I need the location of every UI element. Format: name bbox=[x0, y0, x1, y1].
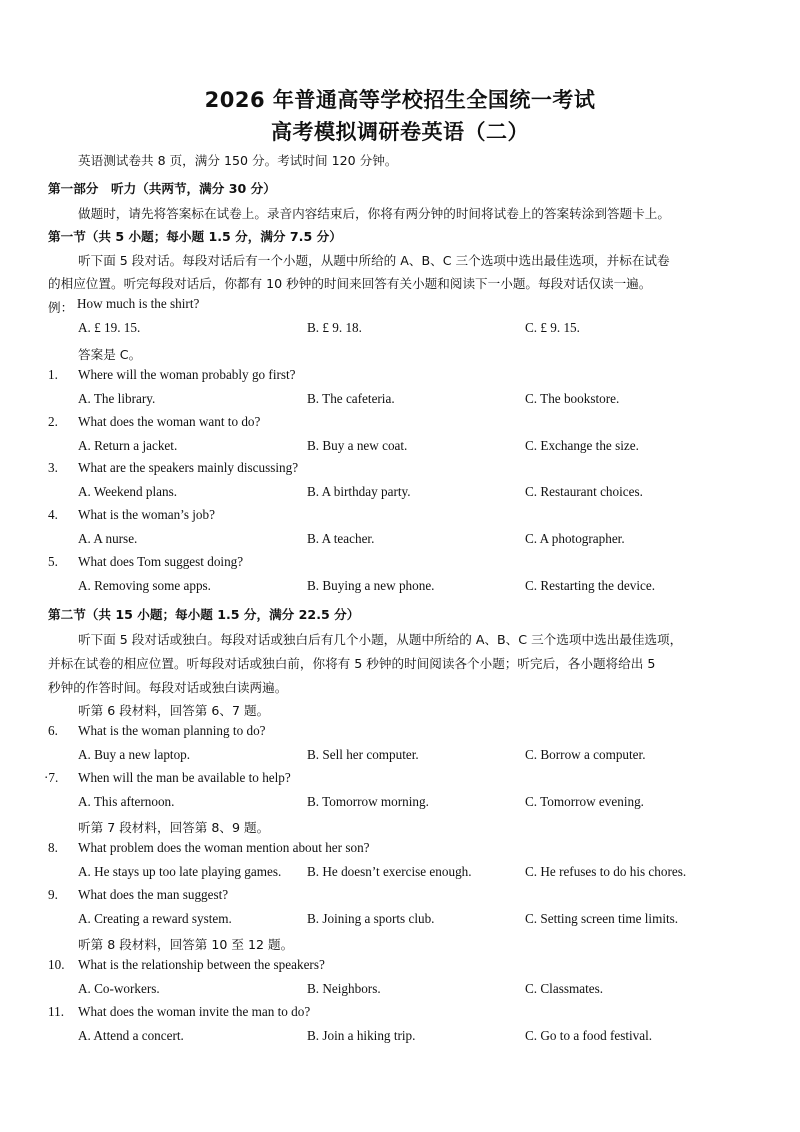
question-number: 6. bbox=[48, 723, 58, 738]
exam-title: 2026 年普通高等学校招生全国统一考试 bbox=[204, 88, 596, 112]
section1-instruction: 听下面 5 段对话。每段对话后有一个小题，从题中所给的 A、B、C 三个选项中选出最佳选项，并标在试卷 bbox=[78, 253, 670, 268]
option-a: A. Removing some apps. bbox=[78, 578, 211, 593]
option-a: A. This afternoon. bbox=[78, 794, 175, 809]
question-text: Where will the woman probably go first? bbox=[78, 367, 296, 382]
option-c: C. Restarting the device. bbox=[525, 578, 656, 593]
option-c: C. Classmates. bbox=[525, 981, 604, 996]
option-a: A. The library. bbox=[78, 391, 156, 406]
example-option-c: C. £ 9. 15. bbox=[525, 320, 580, 335]
question-text: When will the man be available to help? bbox=[78, 770, 291, 785]
question-text: What are the speakers mainly discussing? bbox=[78, 460, 299, 475]
material-8-note: 听第 8 段材料，回答第 10 至 12 题。 bbox=[78, 937, 294, 952]
option-a: A. Co-workers. bbox=[78, 981, 160, 996]
question-text: What is the relationship between the speakers? bbox=[78, 957, 325, 972]
question-number: 9. bbox=[48, 887, 58, 902]
question-text: What is the woman planning to do? bbox=[78, 723, 266, 738]
exam-info: 英语测试卷共 8 页，满分 150 分。考试时间 120 分钟。 bbox=[78, 153, 398, 168]
example-label: 例： bbox=[48, 300, 74, 315]
section1-instruction: 的相应位置。听完每段对话后，你都有 10 秒钟的时间来回答有关小题和阅读下一小题。每段对话仅读一遍。 bbox=[48, 276, 652, 291]
option-c: C. A photographer. bbox=[525, 531, 625, 546]
option-c: C. Exchange the size. bbox=[525, 438, 639, 453]
option-c: C. He refuses to do his chores. bbox=[525, 864, 687, 879]
option-b: B. Tomorrow morning. bbox=[307, 794, 429, 809]
option-b: B. A birthday party. bbox=[307, 484, 411, 499]
question-number: 1. bbox=[48, 367, 58, 382]
question-number: 5. bbox=[48, 554, 58, 569]
example-answer: 答案是 C。 bbox=[78, 347, 142, 362]
example-option-a: A. £ 19. 15. bbox=[78, 320, 141, 335]
option-c: C. Borrow a computer. bbox=[525, 747, 646, 762]
question-text: What is the woman’s job? bbox=[78, 507, 215, 522]
question-number: 3. bbox=[48, 460, 58, 475]
question-number: 4. bbox=[48, 507, 58, 522]
material-7-note: 听第 7 段材料，回答第 8、9 题。 bbox=[78, 820, 270, 835]
question-number: 10. bbox=[48, 957, 65, 972]
option-a: A. Weekend plans. bbox=[78, 484, 178, 499]
part1-heading: 第一部分 听力（共两节，满分 30 分） bbox=[48, 181, 276, 196]
part1-instruction: 做题时，请先将答案标在试卷上。录音内容结束后，你将有两分钟的时间将试卷上的答案转涂到答题卡上。 bbox=[78, 206, 670, 221]
option-b: B. Buying a new phone. bbox=[307, 578, 435, 593]
option-a: A. He stays up too late playing games. bbox=[78, 864, 282, 879]
material-6-note: 听第 6 段材料，回答第 6、7 题。 bbox=[78, 703, 270, 718]
section2-instruction: 听下面 5 段对话或独白。每段对话或独白后有几个小题，从题中所给的 A、B、C 三个选项中选出最佳选项， bbox=[78, 632, 683, 647]
option-b: B. He doesn’t exercise enough. bbox=[307, 864, 472, 879]
exam-subtitle: 高考模拟调研卷英语（二） bbox=[271, 120, 529, 144]
question-text: What problem does the woman mention about her son? bbox=[78, 840, 370, 855]
section2-instruction: 并标在试卷的相应位置。听每段对话或独白前，你将有 5 秒钟的时间阅读各个小题；听完后，各小题将给出 5 bbox=[48, 656, 656, 671]
option-c: C. Go to a food festival. bbox=[525, 1028, 653, 1043]
option-c: C. The bookstore. bbox=[525, 391, 620, 406]
question-text: What does the man suggest? bbox=[78, 887, 229, 902]
question-number: 8. bbox=[48, 840, 58, 855]
question-number: 2. bbox=[48, 414, 58, 429]
example-option-b: B. £ 9. 18. bbox=[307, 320, 362, 335]
option-a: A. Creating a reward system. bbox=[78, 911, 232, 926]
option-a: A. Attend a concert. bbox=[78, 1028, 184, 1043]
question-number: ·7. bbox=[44, 770, 59, 785]
question-text: What does the woman invite the man to do? bbox=[78, 1004, 311, 1019]
option-b: B. Buy a new coat. bbox=[307, 438, 408, 453]
question-text: What does Tom suggest doing? bbox=[78, 554, 244, 569]
option-b: B. Join a hiking trip. bbox=[307, 1028, 416, 1043]
example-question: How much is the shirt? bbox=[77, 296, 200, 311]
option-b: B. Joining a sports club. bbox=[307, 911, 435, 926]
option-b: B. Sell her computer. bbox=[307, 747, 419, 762]
section1-heading: 第一节（共 5 小题；每小题 1.5 分，满分 7.5 分） bbox=[48, 229, 342, 244]
option-c: C. Tomorrow evening. bbox=[525, 794, 644, 809]
option-c: C. Restaurant choices. bbox=[525, 484, 643, 499]
option-b: B. The cafeteria. bbox=[307, 391, 395, 406]
section2-heading: 第二节（共 15 小题；每小题 1.5 分，满分 22.5 分） bbox=[48, 607, 360, 622]
option-a: A. Return a jacket. bbox=[78, 438, 178, 453]
question-text: What does the woman want to do? bbox=[78, 414, 261, 429]
section2-instruction: 秒钟的作答时间。每段对话或独白读两遍。 bbox=[48, 680, 288, 695]
option-b: B. Neighbors. bbox=[307, 981, 381, 996]
question-number: 11. bbox=[48, 1004, 64, 1019]
option-a: A. Buy a new laptop. bbox=[78, 747, 191, 762]
option-a: A. A nurse. bbox=[78, 531, 138, 546]
option-c: C. Setting screen time limits. bbox=[525, 911, 679, 926]
option-b: B. A teacher. bbox=[307, 531, 375, 546]
